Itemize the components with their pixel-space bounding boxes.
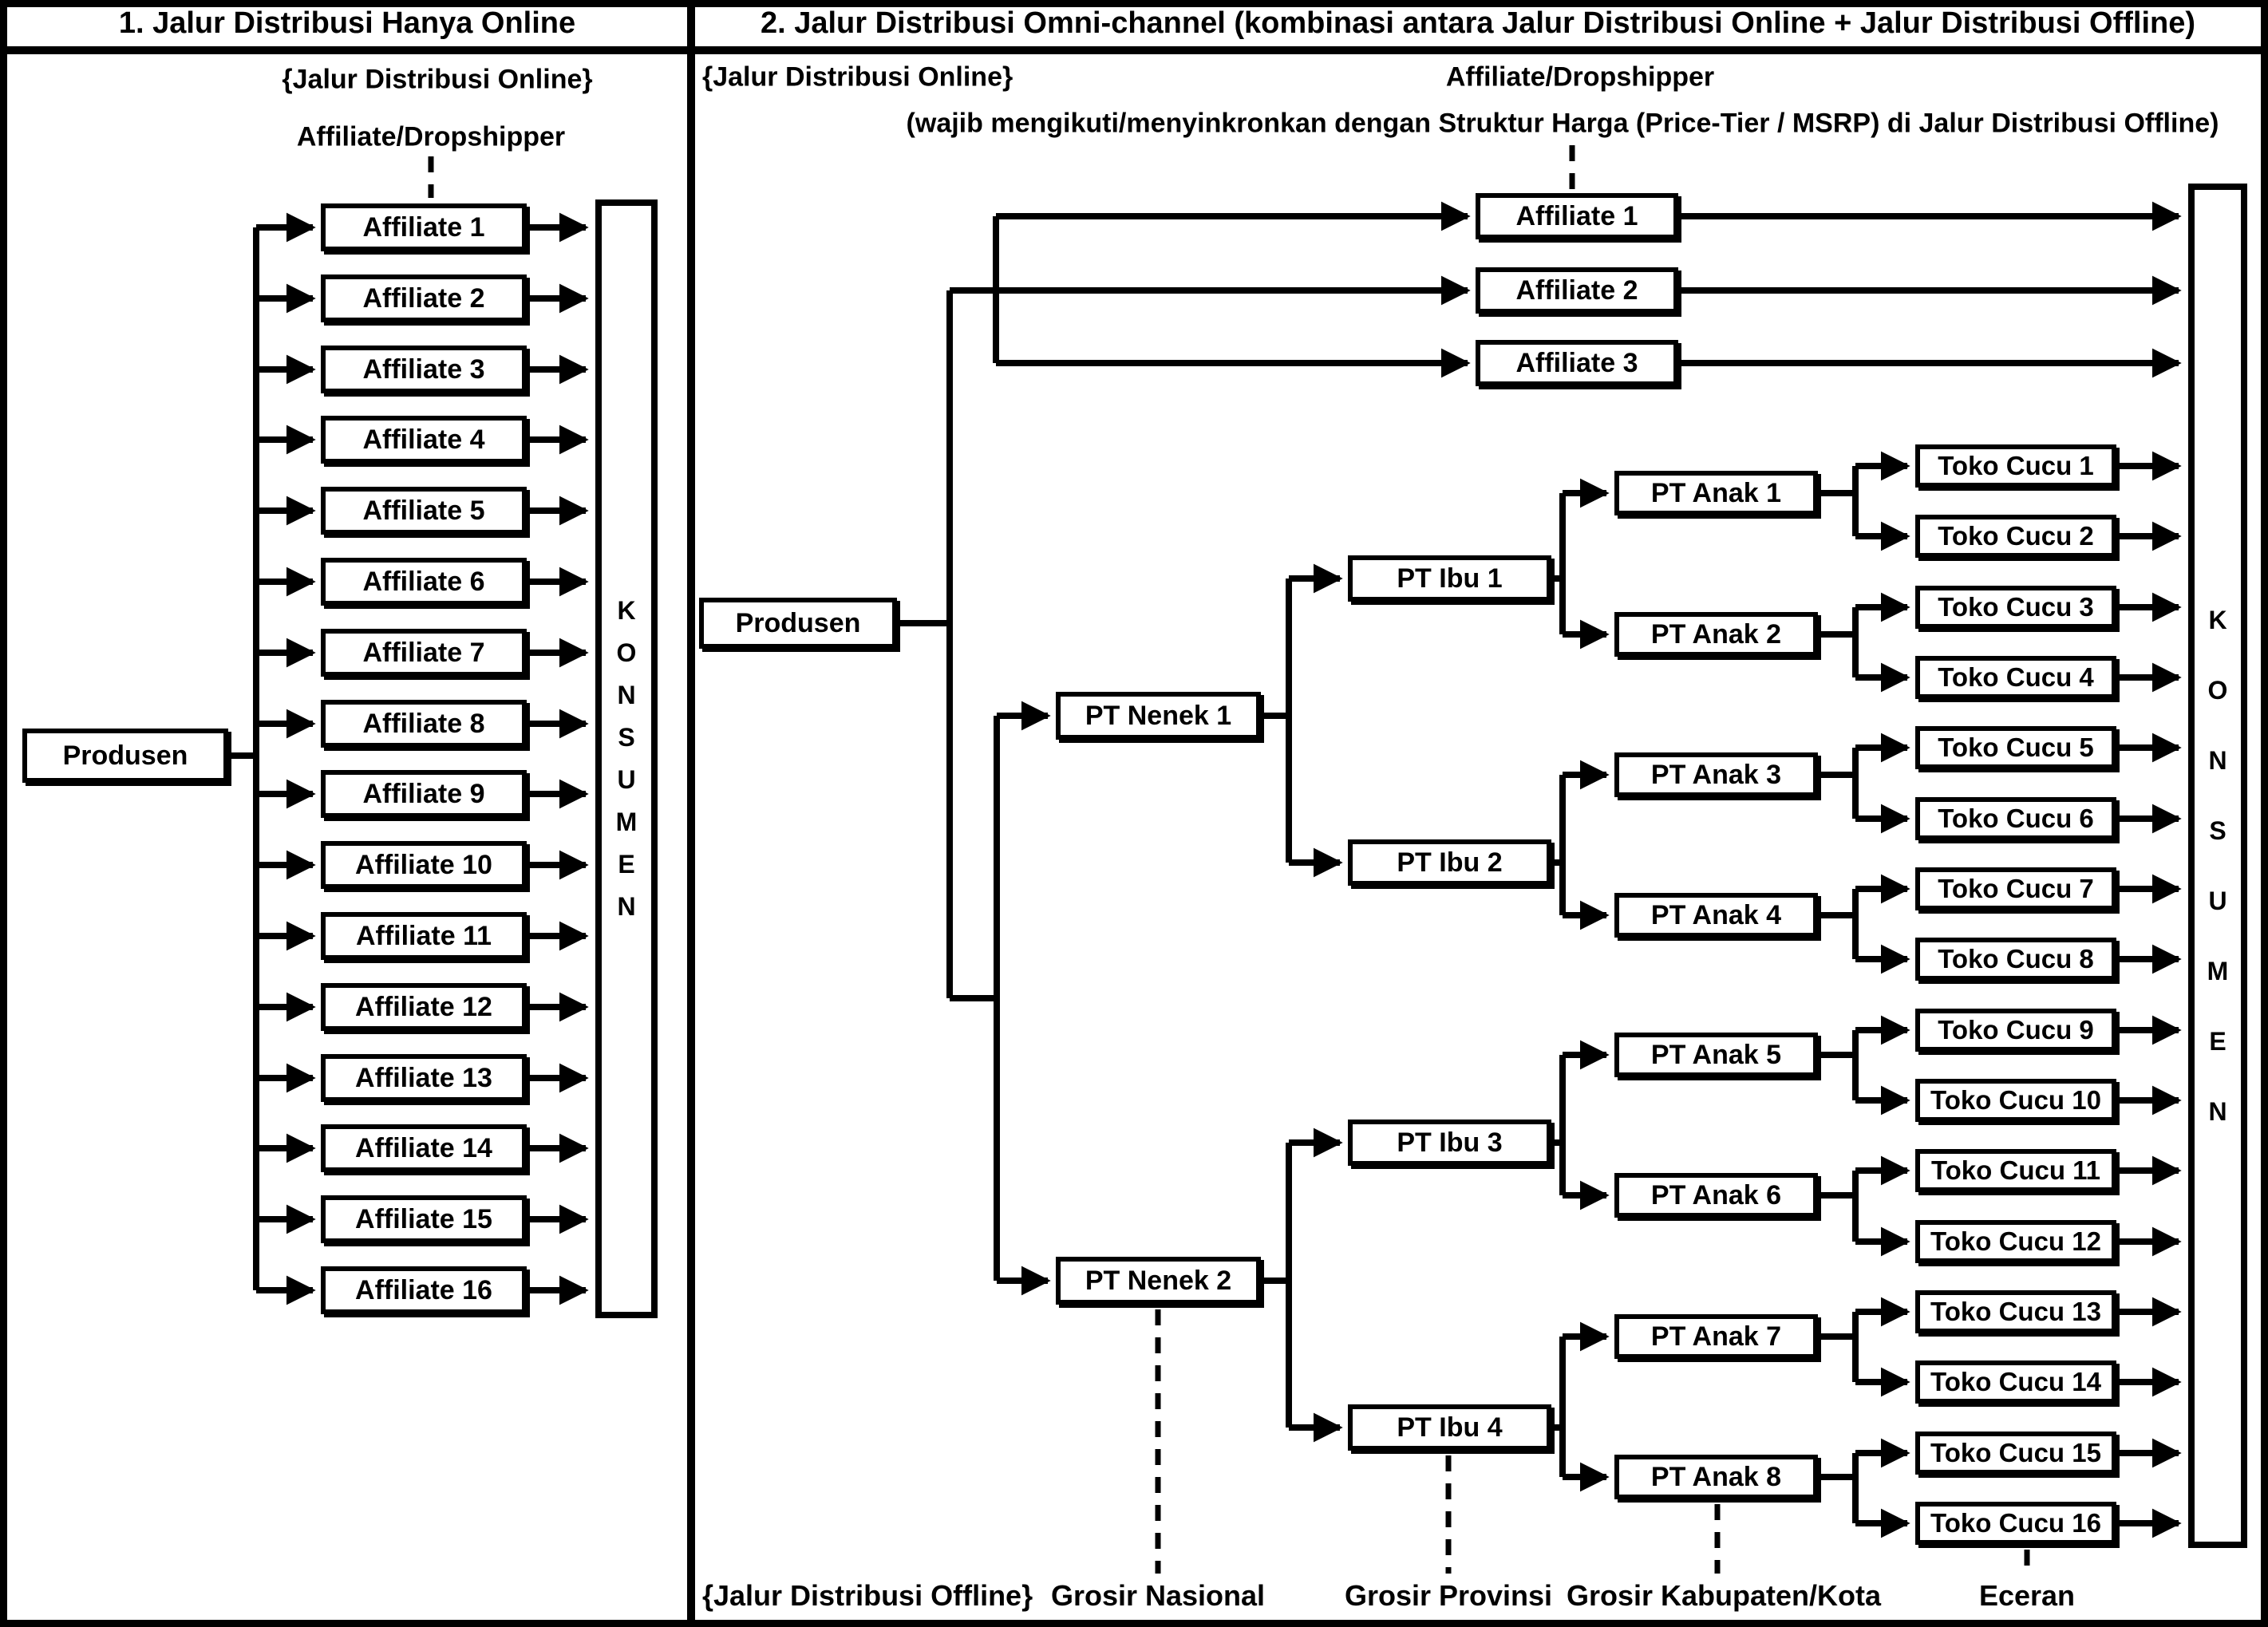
node-toko-cucu-6: Toko Cucu 6 — [1915, 797, 2116, 840]
node-pt-anak-8: PT Anak 8 — [1614, 1455, 1818, 1499]
tier-label-grosir-provinsi: Grosir Provinsi — [1344, 1579, 1553, 1612]
konsumen-bar-left — [595, 199, 658, 1318]
node-pt-ibu-2: PT Ibu 2 — [1348, 839, 1551, 886]
node-left-affiliate-5: Affiliate 5 — [321, 487, 527, 535]
right-channel-label: Affiliate/Dropshipper — [1445, 61, 1715, 93]
left-online-subtitle: {Jalur Distribusi Online} — [282, 64, 593, 95]
node-pt-ibu-1: PT Ibu 1 — [1348, 555, 1551, 602]
node-left-affiliate-9: Affiliate 9 — [321, 770, 527, 818]
konsumen-letter: U — [617, 765, 636, 794]
node-right-affiliate-3: Affiliate 3 — [1476, 340, 1678, 386]
node-left-affiliate-14: Affiliate 14 — [321, 1124, 527, 1172]
node-produsen-left: Produsen — [22, 729, 228, 783]
konsumen-letter: N — [617, 892, 636, 921]
node-left-affiliate-12: Affiliate 12 — [321, 983, 527, 1031]
konsumen-letter: M — [615, 808, 638, 836]
node-toko-cucu-8: Toko Cucu 8 — [1915, 938, 2116, 981]
left-panel-header: 1. Jalur Distribusi Hanya Online — [118, 6, 576, 40]
node-pt-anak-1: PT Anak 1 — [1614, 471, 1818, 515]
node-toko-cucu-5: Toko Cucu 5 — [1915, 726, 2116, 769]
node-toko-cucu-4: Toko Cucu 4 — [1915, 656, 2116, 699]
node-toko-cucu-11: Toko Cucu 11 — [1915, 1149, 2116, 1192]
node-toko-cucu-16: Toko Cucu 16 — [1915, 1502, 2116, 1545]
node-pt-anak-5: PT Anak 5 — [1614, 1033, 1818, 1077]
konsumen-letter: N — [617, 681, 636, 709]
node-toko-cucu-9: Toko Cucu 9 — [1915, 1009, 2116, 1052]
konsumen-letter: E — [618, 850, 635, 879]
node-pt-nenek-2: PT Nenek 2 — [1056, 1257, 1261, 1305]
node-pt-anak-2: PT Anak 2 — [1614, 612, 1818, 657]
konsumen-letter: O — [616, 638, 637, 667]
node-toko-cucu-2: Toko Cucu 2 — [1915, 515, 2116, 558]
node-pt-ibu-4: PT Ibu 4 — [1348, 1404, 1551, 1451]
node-pt-anak-3: PT Anak 3 — [1614, 752, 1818, 797]
node-pt-nenek-1: PT Nenek 1 — [1056, 692, 1261, 740]
konsumen-letter: U — [2208, 887, 2227, 915]
right-channel-note: (wajib mengikuti/menyinkronkan dengan Struktur Harga (Price-Tier / MSRP) di Jalur Distribusi Offline) — [906, 108, 2219, 139]
node-left-affiliate-10: Affiliate 10 — [321, 841, 527, 889]
konsumen-letter: M — [2207, 957, 2229, 985]
node-right-affiliate-2: Affiliate 2 — [1476, 267, 1678, 314]
node-left-affiliate-3: Affiliate 3 — [321, 346, 527, 393]
node-pt-anak-7: PT Anak 7 — [1614, 1314, 1818, 1359]
node-left-affiliate-15: Affiliate 15 — [321, 1195, 527, 1243]
right-online-label: {Jalur Distribusi Online} — [702, 61, 1013, 93]
header-separator-line — [0, 46, 2268, 54]
node-left-affiliate-6: Affiliate 6 — [321, 558, 527, 606]
node-toko-cucu-7: Toko Cucu 7 — [1915, 867, 2116, 910]
node-left-affiliate-7: Affiliate 7 — [321, 629, 527, 677]
tier-label-grosir-kabupaten-kota: Grosir Kabupaten/Kota — [1566, 1579, 1882, 1612]
right-panel-header: 2. Jalur Distribusi Omni-channel (kombinasi antara Jalur Distribusi Online + Jalur Distribusi Offline) — [760, 6, 2196, 40]
konsumen-letter: S — [618, 723, 635, 752]
node-left-affiliate-4: Affiliate 4 — [321, 416, 527, 464]
node-toko-cucu-1: Toko Cucu 1 — [1915, 444, 2116, 488]
konsumen-bar-right — [2188, 184, 2247, 1548]
left-channel-label: Affiliate/Dropshipper — [296, 121, 566, 152]
konsumen-letter: E — [2209, 1027, 2227, 1056]
offline-label: {Jalur Distribusi Offline} — [702, 1579, 1033, 1612]
node-left-affiliate-16: Affiliate 16 — [321, 1266, 527, 1314]
tier-label-grosir-nasional: Grosir Nasional — [1050, 1579, 1266, 1612]
konsumen-letter: K — [2208, 606, 2227, 634]
node-toko-cucu-13: Toko Cucu 13 — [1915, 1290, 2116, 1333]
node-pt-anak-6: PT Anak 6 — [1614, 1173, 1818, 1218]
node-left-affiliate-8: Affiliate 8 — [321, 700, 527, 748]
node-left-affiliate-1: Affiliate 1 — [321, 203, 527, 251]
konsumen-letter: O — [2207, 676, 2228, 705]
node-toko-cucu-12: Toko Cucu 12 — [1915, 1220, 2116, 1263]
konsumen-letter: N — [2208, 746, 2227, 775]
node-left-affiliate-11: Affiliate 11 — [321, 912, 527, 960]
konsumen-letter: K — [617, 596, 636, 625]
node-left-affiliate-2: Affiliate 2 — [321, 274, 527, 322]
konsumen-letter: N — [2208, 1097, 2227, 1126]
node-left-affiliate-13: Affiliate 13 — [321, 1054, 527, 1102]
node-produsen-right: Produsen — [699, 598, 897, 649]
node-toko-cucu-15: Toko Cucu 15 — [1915, 1432, 2116, 1475]
node-pt-anak-4: PT Anak 4 — [1614, 893, 1818, 938]
tier-label-eceran: Eceran — [1978, 1579, 2076, 1612]
node-toko-cucu-10: Toko Cucu 10 — [1915, 1079, 2116, 1122]
node-toko-cucu-14: Toko Cucu 14 — [1915, 1360, 2116, 1404]
node-pt-ibu-3: PT Ibu 3 — [1348, 1120, 1551, 1166]
node-right-affiliate-1: Affiliate 1 — [1476, 193, 1678, 239]
panel-divider-line — [687, 0, 695, 1627]
node-toko-cucu-3: Toko Cucu 3 — [1915, 586, 2116, 629]
konsumen-letter: S — [2209, 816, 2227, 845]
